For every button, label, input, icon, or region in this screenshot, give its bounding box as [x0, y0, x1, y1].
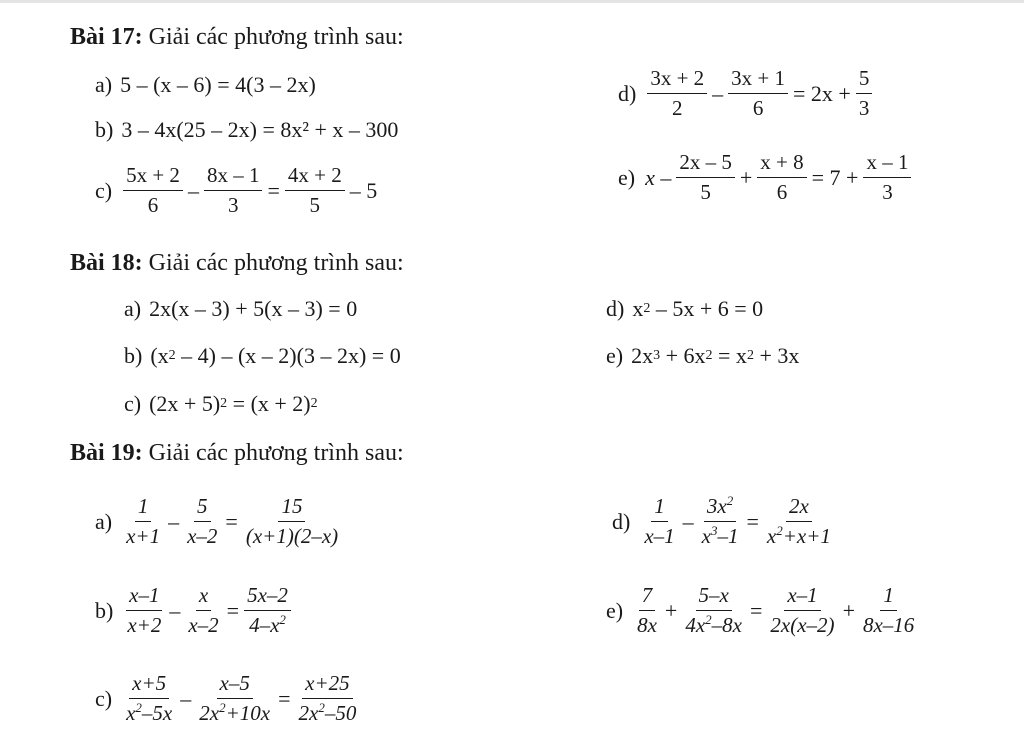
fraction: 5x + 2 6 [123, 165, 183, 216]
fraction: $\frac{5-x}{4x^2-8x}$ [685, 583, 742, 637]
fraction: $\frac{8x - 1}{3}$ [204, 165, 263, 216]
fraction: $\frac{3x + 1}{6}$ [728, 68, 788, 119]
exercise-17c: c) 5x + 2 6 – $\frac{8x - 1}{3}$ = $\frac{4x + 2}{5}$ – 5 [95, 163, 378, 217]
exercise-18a: a) 2x(x – 3) + 5(x – 3) = 0 [124, 296, 358, 321]
exercise-19d: d) 1 x–1 – $\frac{3x^2}{x^3-1}$ = $\frac{2x}{x^2+x+1}$ [612, 496, 837, 547]
exercise-18d: d) x 2 – 5x + 6 = 0 [606, 296, 764, 321]
fraction: 7 8x [637, 583, 657, 637]
exercise-19-heading: Bài 19: Giải các phương trình sau: [70, 440, 404, 466]
fraction: $\frac{x}{x-2}$ [188, 583, 219, 637]
exercise-17a: a) 5 – (x – 6) = 4(3 – 2x) [95, 72, 316, 97]
exercise-17d: d) 3x + 2 2 – $\frac{3x + 1}{6}$ = 2x + $\frac{5}{3}$ [618, 68, 875, 119]
fraction: $\frac{15}{(x+1)(2-x)}$ [245, 494, 339, 548]
fraction: $\frac{5}{3}$ [856, 68, 873, 119]
exercise-18e: e) 2x 3 + 6x 2 = x 2 + 3x [606, 343, 800, 368]
fraction: $\frac{x+25}{2x^2-50}$ [298, 671, 357, 725]
fraction: 1 x–1 [644, 494, 675, 548]
fraction: 1 x+1 [126, 494, 161, 548]
fraction: $\frac{5x-2}{4-x^2}$ [244, 585, 291, 636]
exercise-17-heading: Bài 17: Giải các phương trình sau: [70, 24, 404, 50]
fraction: $\frac{x-5}{2x^2+10x}$ [199, 671, 271, 725]
exercise-18c: c) (2x + 5) 2 = (x + 2) 2 [124, 391, 318, 416]
top-border [0, 0, 1024, 3]
fraction: x–1 x+2 [127, 583, 162, 637]
exercise-19a: a) 1 x+1 – $\frac{5}{x-2}$ = $\frac{15}{(x+1)(2-x)}$ [95, 496, 344, 547]
fraction: $\frac{3x^2}{x^3-1}$ [701, 493, 739, 548]
fraction: $\frac{x + 8}{6}$ [757, 152, 806, 203]
fraction: $\frac{4x + 2}{5}$ [285, 165, 345, 216]
fraction: 2x – 5 5 [676, 152, 735, 203]
exercise-18b: b) (x 2 – 4) – (x – 2)(3 – 2x) = 0 [124, 343, 401, 368]
fraction: x+5 $x^2-5x$ [126, 671, 173, 725]
exercise-19c: c) x+5 $x^2-5x$ – $\frac{x-5}{2x^2+10x}$ = $\frac{x+25}{2x^2-50}$ [95, 673, 362, 724]
fraction: $\frac{x-1}{2x(x-2)}$ [770, 583, 835, 637]
exercise-17b: b) 3 – 4x(25 – 2x) = 8x² + x – 300 [95, 117, 399, 142]
exercise-19b: b) x–1 x+2 – $\frac{x}{x-2}$ = $\frac{5x-2}{4-x^2}$ [95, 585, 294, 636]
exercise-18-heading: Bài 18: Giải các phương trình sau: [70, 250, 404, 276]
exercise-19e: e) 7 8x + $\frac{5-x}{4x^2-8x}$ = $\frac{x-1}{2x(x-2)}$ + $\frac{1}{8x-16}$ [606, 585, 920, 636]
exercise-17e: e) x – 2x – 5 5 + $\frac{x + 8}{6}$ = 7 + $\frac{x - 1}{3}$ [618, 152, 914, 203]
fraction: $\frac{5}{x-2}$ [187, 494, 218, 548]
fraction: 3x + 2 2 [647, 68, 707, 119]
fraction: $\frac{2x}{x^2+x+1}$ [766, 494, 831, 548]
fraction: $\frac{1}{8x-16}$ [862, 583, 915, 637]
fraction: $\frac{x - 1}{3}$ [863, 152, 911, 203]
